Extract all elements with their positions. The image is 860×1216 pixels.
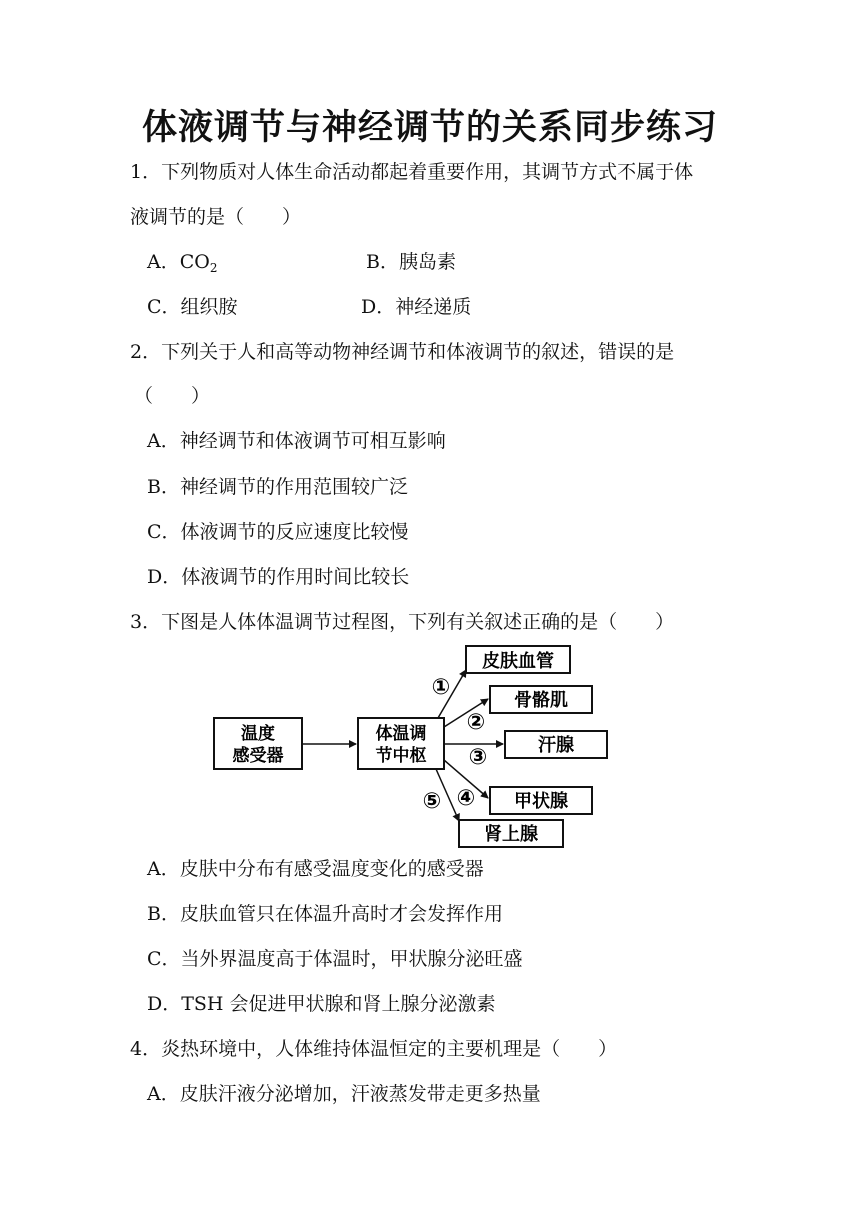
question-1-stem: 1．下列物质对人体生命活动都起着重要作用，其调节方式不属于体 (130, 161, 694, 183)
question-1-stem-cont: 液调节的是（ ） (130, 206, 302, 228)
center-label-line1: 体温调 (375, 724, 427, 744)
receptor-label-line1: 温度 (241, 724, 275, 744)
marker-3: ③ (468, 745, 488, 770)
target-label-sweat-gland: 汗腺 (538, 735, 574, 756)
marker-1: ① (431, 675, 451, 700)
marker-2: ② (466, 710, 486, 735)
marker-5: ⑤ (422, 789, 442, 814)
question-2-stem: 2．下列关于人和高等动物神经调节和体液调节的叙述，错误的是 (130, 341, 675, 363)
question-1-option-a (147, 250, 217, 274)
target-label-skin-vessels: 皮肤血管 (482, 651, 554, 672)
page-title: 体液调节与神经调节的关系同步练习 (141, 108, 718, 148)
question-2-option-a: A．神经调节和体液调节可相互影响 (147, 430, 446, 452)
option-a-text: A．CO (147, 251, 210, 273)
question-3-option-c: C．当外界温度高于体温时，甲状腺分泌旺盛 (147, 948, 523, 970)
question-1-option-b: B．胰岛素 (366, 251, 456, 273)
receptor-label-line2: 感受器 (232, 746, 284, 766)
question-2-option-c: C．体液调节的反应速度比较慢 (147, 521, 409, 543)
marker-4: ④ (456, 786, 476, 811)
target-label-thyroid: 甲状腺 (514, 791, 568, 812)
question-1-option-c: C．组织胺 (147, 296, 238, 318)
option-a-subscript: 2 (209, 261, 218, 275)
target-label-adrenal: 肾上腺 (484, 824, 538, 845)
question-4-stem: 4．炎热环境中，人体维持体温恒定的主要机理是（ ） (130, 1038, 618, 1060)
question-3-stem: 3．下图是人体体温调节过程图，下列有关叙述正确的是（ ） (130, 611, 675, 633)
question-1-option-d: D．神经递质 (361, 296, 472, 318)
question-3-option-a: A．皮肤中分布有感受温度变化的感受器 (147, 858, 484, 880)
thermoregulation-diagram (200, 640, 620, 852)
question-2-option-d: D．体液调节的作用时间比较长 (147, 566, 410, 588)
center-label-line2: 节中枢 (375, 746, 427, 766)
question-3-option-d: D．TSH 会促进甲状腺和肾上腺分泌激素 (147, 993, 496, 1015)
question-2-stem-cont: （ ） (134, 385, 211, 407)
question-4-option-a: A．皮肤汗液分泌增加，汗液蒸发带走更多热量 (147, 1083, 541, 1105)
question-2-option-b: B．神经调节的作用范围较广泛 (147, 476, 408, 498)
question-3-option-b: B．皮肤血管只在体温升高时才会发挥作用 (147, 903, 503, 925)
target-label-skeletal-muscle: 骨骼肌 (514, 690, 568, 711)
